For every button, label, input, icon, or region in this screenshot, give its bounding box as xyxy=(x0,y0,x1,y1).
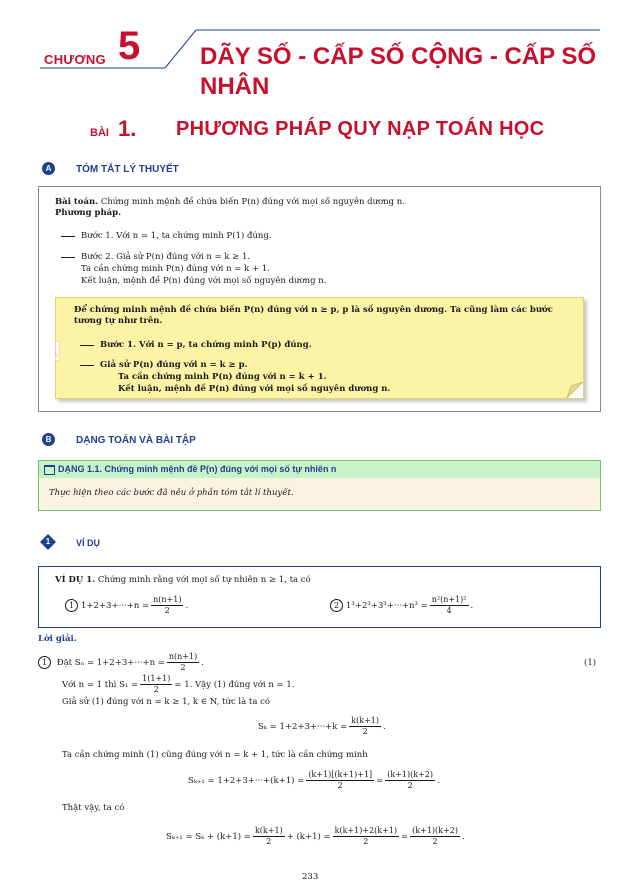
solution-s1-text: Đặt Sₙ = 1+2+3+···+n = xyxy=(56,658,165,668)
equation-1: Sₖ = 1+2+3+···+k = $\frac{k(k+1)}{2}$ . xyxy=(258,716,386,736)
solution-s2-denominator: 2 xyxy=(153,685,159,694)
problem-label: Bài toán. xyxy=(55,197,99,207)
equation-tag-1: (1) xyxy=(584,658,597,668)
item-2-fraction xyxy=(430,595,469,616)
chapter-number: 5 xyxy=(118,24,141,68)
item-2-numerator: n²(n+1)² xyxy=(431,595,467,604)
note-step2b: Ta cần chứng minh P(n) đúng với n = k + 1. xyxy=(118,372,327,382)
item-1-numerator: n(n+1) xyxy=(153,595,182,604)
eq3-fraction-3 xyxy=(410,826,460,847)
section-b-title: DẠNG TOÁN VÀ BÀI TẬP xyxy=(76,435,196,446)
eq3-denominator-2: 2 xyxy=(363,837,369,846)
section-b-badge: B xyxy=(42,433,55,446)
note-step2a: Giả sử P(n) đúng với n = k ≥ p. xyxy=(100,360,248,370)
lesson-title: PHƯƠNG PHÁP QUY NẠP TOÁN HỌC xyxy=(176,118,545,140)
note-intro: Để chứng minh mệnh đề chứa biến P(n) đúng với n ≥ p, p là số nguyên dương. Ta cũng làm các bước tương tự như trên. xyxy=(74,305,553,326)
eq1-fraction xyxy=(349,716,381,737)
step2-dash xyxy=(61,257,75,258)
eq2-numerator-2: (k+1)(k+2) xyxy=(387,770,434,779)
eq3-denominator-3: 2 xyxy=(432,837,438,846)
eq2-denominator-2: 2 xyxy=(407,781,413,790)
exclamation-icon: ! xyxy=(53,336,62,366)
step1-dash xyxy=(61,236,75,237)
eq2-numerator-1: (k+1)[(k+1)+1] xyxy=(308,770,373,779)
eq3-lhs: Sₖ₊₁ = Sₖ + (k+1) = xyxy=(166,832,251,842)
eq1-numerator: k(k+1) xyxy=(351,716,379,725)
note-step2-dash xyxy=(80,365,94,366)
solution-line-2 xyxy=(62,674,294,695)
chapter-header xyxy=(0,0,624,110)
note-step2c: Kết luận, mệnh đề P(n) đúng với mọi số nguyên dương n. xyxy=(118,384,391,394)
method-label: Phương pháp. xyxy=(55,208,122,218)
solution-s1-numerator: n(n+1) xyxy=(168,652,198,661)
eq3-equals: = xyxy=(401,832,409,842)
solution-s2-fraction xyxy=(140,674,172,695)
eq2-equals: = xyxy=(376,776,384,786)
eq3-fraction-2 xyxy=(333,826,399,847)
eq1-denominator: 2 xyxy=(362,727,368,736)
theory-step2b: Ta cần chứng minh P(n) đúng với n = k + 1. xyxy=(81,264,270,274)
example-statement xyxy=(55,575,311,586)
eq2-fraction-2 xyxy=(385,770,435,791)
problem-statement xyxy=(55,197,585,208)
example-box xyxy=(38,566,601,628)
section-a-badge: A xyxy=(42,162,55,175)
item-1-number: 1 xyxy=(65,599,78,612)
example-label: VÍ DỤ 1. xyxy=(55,575,96,585)
example-badge-number: 1 xyxy=(45,537,51,546)
solution-s2-numerator: 1(1+1) xyxy=(142,674,171,683)
eq2-denominator-1: 2 xyxy=(337,781,343,790)
eq3-numerator-2: k(k+1)+2(k+1) xyxy=(334,826,398,835)
example-section-title: VÍ DỤ xyxy=(76,538,101,548)
problem-text: Chứng minh mệnh đề chứa biến P(n) đúng với mọi số nguyên dương n. xyxy=(100,197,405,207)
solution-s1-denominator: 2 xyxy=(180,663,186,672)
theory-step2c: Kết luận, mệnh đề P(n) đúng với mọi số nguyên dương n. xyxy=(81,276,327,286)
theory-step2a: Bước 2. Giả sử P(n) đúng với n = k ≥ 1. xyxy=(81,252,251,262)
eq1-lhs: Sₖ = 1+2+3+···+k = xyxy=(258,722,348,732)
solution-s2-b: = 1. Vậy (1) đúng với n = 1. xyxy=(174,680,295,690)
eq3-numerator-1: k(k+1) xyxy=(254,826,283,835)
note-step1: Bước 1. Với n = p, ta chứng minh P(p) đúng. xyxy=(100,340,312,350)
solution-s2-a: Với n = 1 thì S₁ = xyxy=(62,680,139,690)
solution-label: Lời giải. xyxy=(38,634,77,644)
eq2-fraction-1 xyxy=(306,770,374,791)
item-1-fraction xyxy=(151,595,183,616)
page-curl-icon xyxy=(567,382,583,398)
example-item-1: 1 1+2+3+···+n = $\frac{n(n+1)}{2}$ . xyxy=(65,595,188,616)
solution-line-4: Ta cần chứng minh (1) cũng đúng với n = k + 1, tức là cần chứng minh xyxy=(62,750,368,760)
lesson-number: 1. xyxy=(118,116,137,141)
item-2-denominator: 4 xyxy=(446,606,452,615)
eq3-middle: + (k+1) = xyxy=(286,832,331,842)
problem-type-title: DẠNG 1.1. Chứng minh mệnh đề P(n) đúng với mọi số tự nhiên n xyxy=(58,464,337,474)
theory-box xyxy=(38,186,601,412)
note-box xyxy=(55,297,584,399)
problem-type-text: Thực hiện theo các bước đã nêu ở phần tóm tắt lí thuyết. xyxy=(49,488,294,498)
problem-type-body xyxy=(38,478,601,511)
solution-line-1: 1 Đặt Sₙ = 1+2+3+···+n = $\frac{n(n+1)}{2}$ . xyxy=(38,652,204,673)
page-number: 233 xyxy=(302,872,319,882)
eq3-fraction-1 xyxy=(253,826,285,847)
eq3-denominator-1: 2 xyxy=(266,837,272,846)
problem-type-bar xyxy=(38,460,601,479)
item-1-denominator: 2 xyxy=(164,606,170,615)
solution-s1-fraction xyxy=(167,652,199,673)
lesson-label: BÀI xyxy=(90,127,109,139)
eq3-numerator-3: (k+1)(k+2) xyxy=(412,826,458,835)
item-1-lhs: 1+2+3+···+n = xyxy=(81,601,150,611)
solution-line-3: Giả sử (1) đúng với n = k ≥ 1, k ∈ N, tức là ta có xyxy=(62,697,270,707)
note-step1-dash xyxy=(80,345,94,346)
equation-3: Sₖ₊₁ = Sₖ + (k+1) = $\frac{k(k+1)}{2}$ + (k+1) = $\frac{k(k+1)+2(k+1)}{2}$ = $\frac{(k+1)(k+2)}{2}$ . xyxy=(166,826,465,846)
solution-item-1-number: 1 xyxy=(38,656,51,669)
solution-line-5: Thật vậy, ta có xyxy=(62,803,125,813)
folder-icon xyxy=(44,465,55,475)
item-2-number: 2 xyxy=(330,599,343,612)
theory-step1: Bước 1. Với n = 1, ta chứng minh P(1) đúng. xyxy=(81,231,272,241)
equation-2: Sₖ₊₁ = 1+2+3+···+(k+1) = $\frac{(k+1)[(k+1)+1]}{2}$ = $\frac{(k+1)(k+2)}{2}$ . xyxy=(188,770,440,790)
chapter-label: CHƯƠNG xyxy=(44,52,106,67)
eq2-lhs: Sₖ₊₁ = 1+2+3+···+(k+1) = xyxy=(188,776,305,786)
chapter-title: DÃY SỐ - CẤP SỐ CỘNG - CẤP SỐ NHÂN xyxy=(200,43,597,100)
example-text: Chứng minh rằng với mọi số tự nhiên n ≥ 1, ta có xyxy=(97,575,311,585)
item-2-lhs: 1³+2³+3³+···+n³ = xyxy=(346,601,428,611)
section-a-title: TÓM TẮT LÝ THUYẾT xyxy=(76,164,179,175)
example-item-2: 2 1³+2³+3³+···+n³ = $\frac{\text{n²(n+1)²}}{4}$ . xyxy=(330,595,473,616)
